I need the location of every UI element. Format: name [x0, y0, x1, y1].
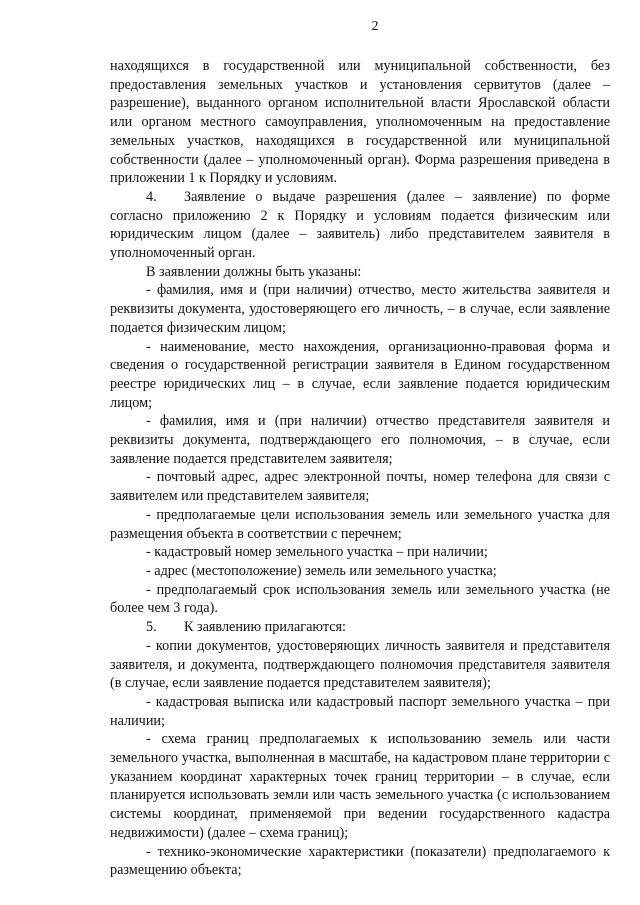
- paragraph-item-4: [110, 188, 610, 263]
- paragraph-1: находящихся в государственной или муниципальной собственности, без предоставления земельных участков и установления сервитутов (далее – разрешение), выданного органом исполнительной власти Ярославской области или органом местного самоуправления, уполномоченным на предоставление земельных участков, находящихся в государственной или муниципальной собственности (далее – уполномоченный орган). Форма разрешения приведена в приложении 1 к Порядку и условиям.: [110, 58, 610, 187]
- list-item: - предполагаемый срок использования земель или земельного участка (не более чем 3 года).: [110, 581, 610, 617]
- list-item: - кадастровая выписка или кадастровый паспорт земельного участка – при наличии;: [110, 693, 610, 729]
- page-number: 2: [371, 19, 379, 34]
- list-item: - кадастровый номер земельного участка – при наличии;: [146, 544, 488, 561]
- paragraph-item-5: [110, 618, 610, 637]
- paragraph-text: К заявлению прилагаются:: [184, 619, 346, 636]
- list-item: - предполагаемые цели использования земель или земельного участка для размещения объекта в соответствии с перечнем;: [110, 506, 610, 542]
- list-item: - фамилия, имя и (при наличии) отчество представителя заявителя и реквизиты документа, подтверждающего его полномочия, – в случае, если заявление подается представителем заявителя;: [110, 413, 610, 467]
- list-item: - технико-экономические характеристики (показатели) предполагаемого к размещению объекта;: [110, 843, 610, 879]
- list-item: - почтовый адрес, адрес электронной почты, номер телефона для связи с заявителем или представителем заявителя;: [110, 469, 610, 505]
- list-item: - схема границ предполагаемых к использованию земель или части земельного участка, выполненная в масштабе, на кадастровом плане территории с указанием координат характерных точек границ территории – в случае, если планируется использовать земли или часть земельного участка (с использованием системы координат, применяемой при ведении государственного кадастра недвижимости) (далее – схема границ);: [110, 731, 610, 841]
- item-number: 4.: [146, 188, 157, 205]
- list-item: - наименование, место нахождения, организационно-правовая форма и сведения о государственной регистрации заявителя в Едином государственном реестре юридических лиц – в случае, если заявление подается юридическим лицом;: [110, 338, 610, 411]
- paragraph-3: В заявлении должны быть указаны:: [146, 263, 362, 280]
- list-item: - адрес (местоположение) земель или земельного участка;: [146, 562, 497, 579]
- list-item: - копии документов, удостоверяющих личность заявителя и представителя заявителя, и документа, подтверждающего полномочия представителя заявителя (в случае, если заявление подается представителем заявителя);: [110, 637, 610, 692]
- item-number: 5.: [146, 619, 157, 636]
- list-item: - фамилия, имя и (при наличии) отчество, место жительства заявителя и реквизиты документа, удостоверяющего его личность, – в случае, если заявление подается физическим лицом;: [110, 282, 610, 336]
- paragraph-text: Заявление о выдаче разрешения (далее – заявление) по форме согласно приложению 2 к Порядку и условиям подается физическим или юридическим лицом (далее – заявитель) либо представителем заявителя в уполномоченный орган.: [110, 188, 610, 262]
